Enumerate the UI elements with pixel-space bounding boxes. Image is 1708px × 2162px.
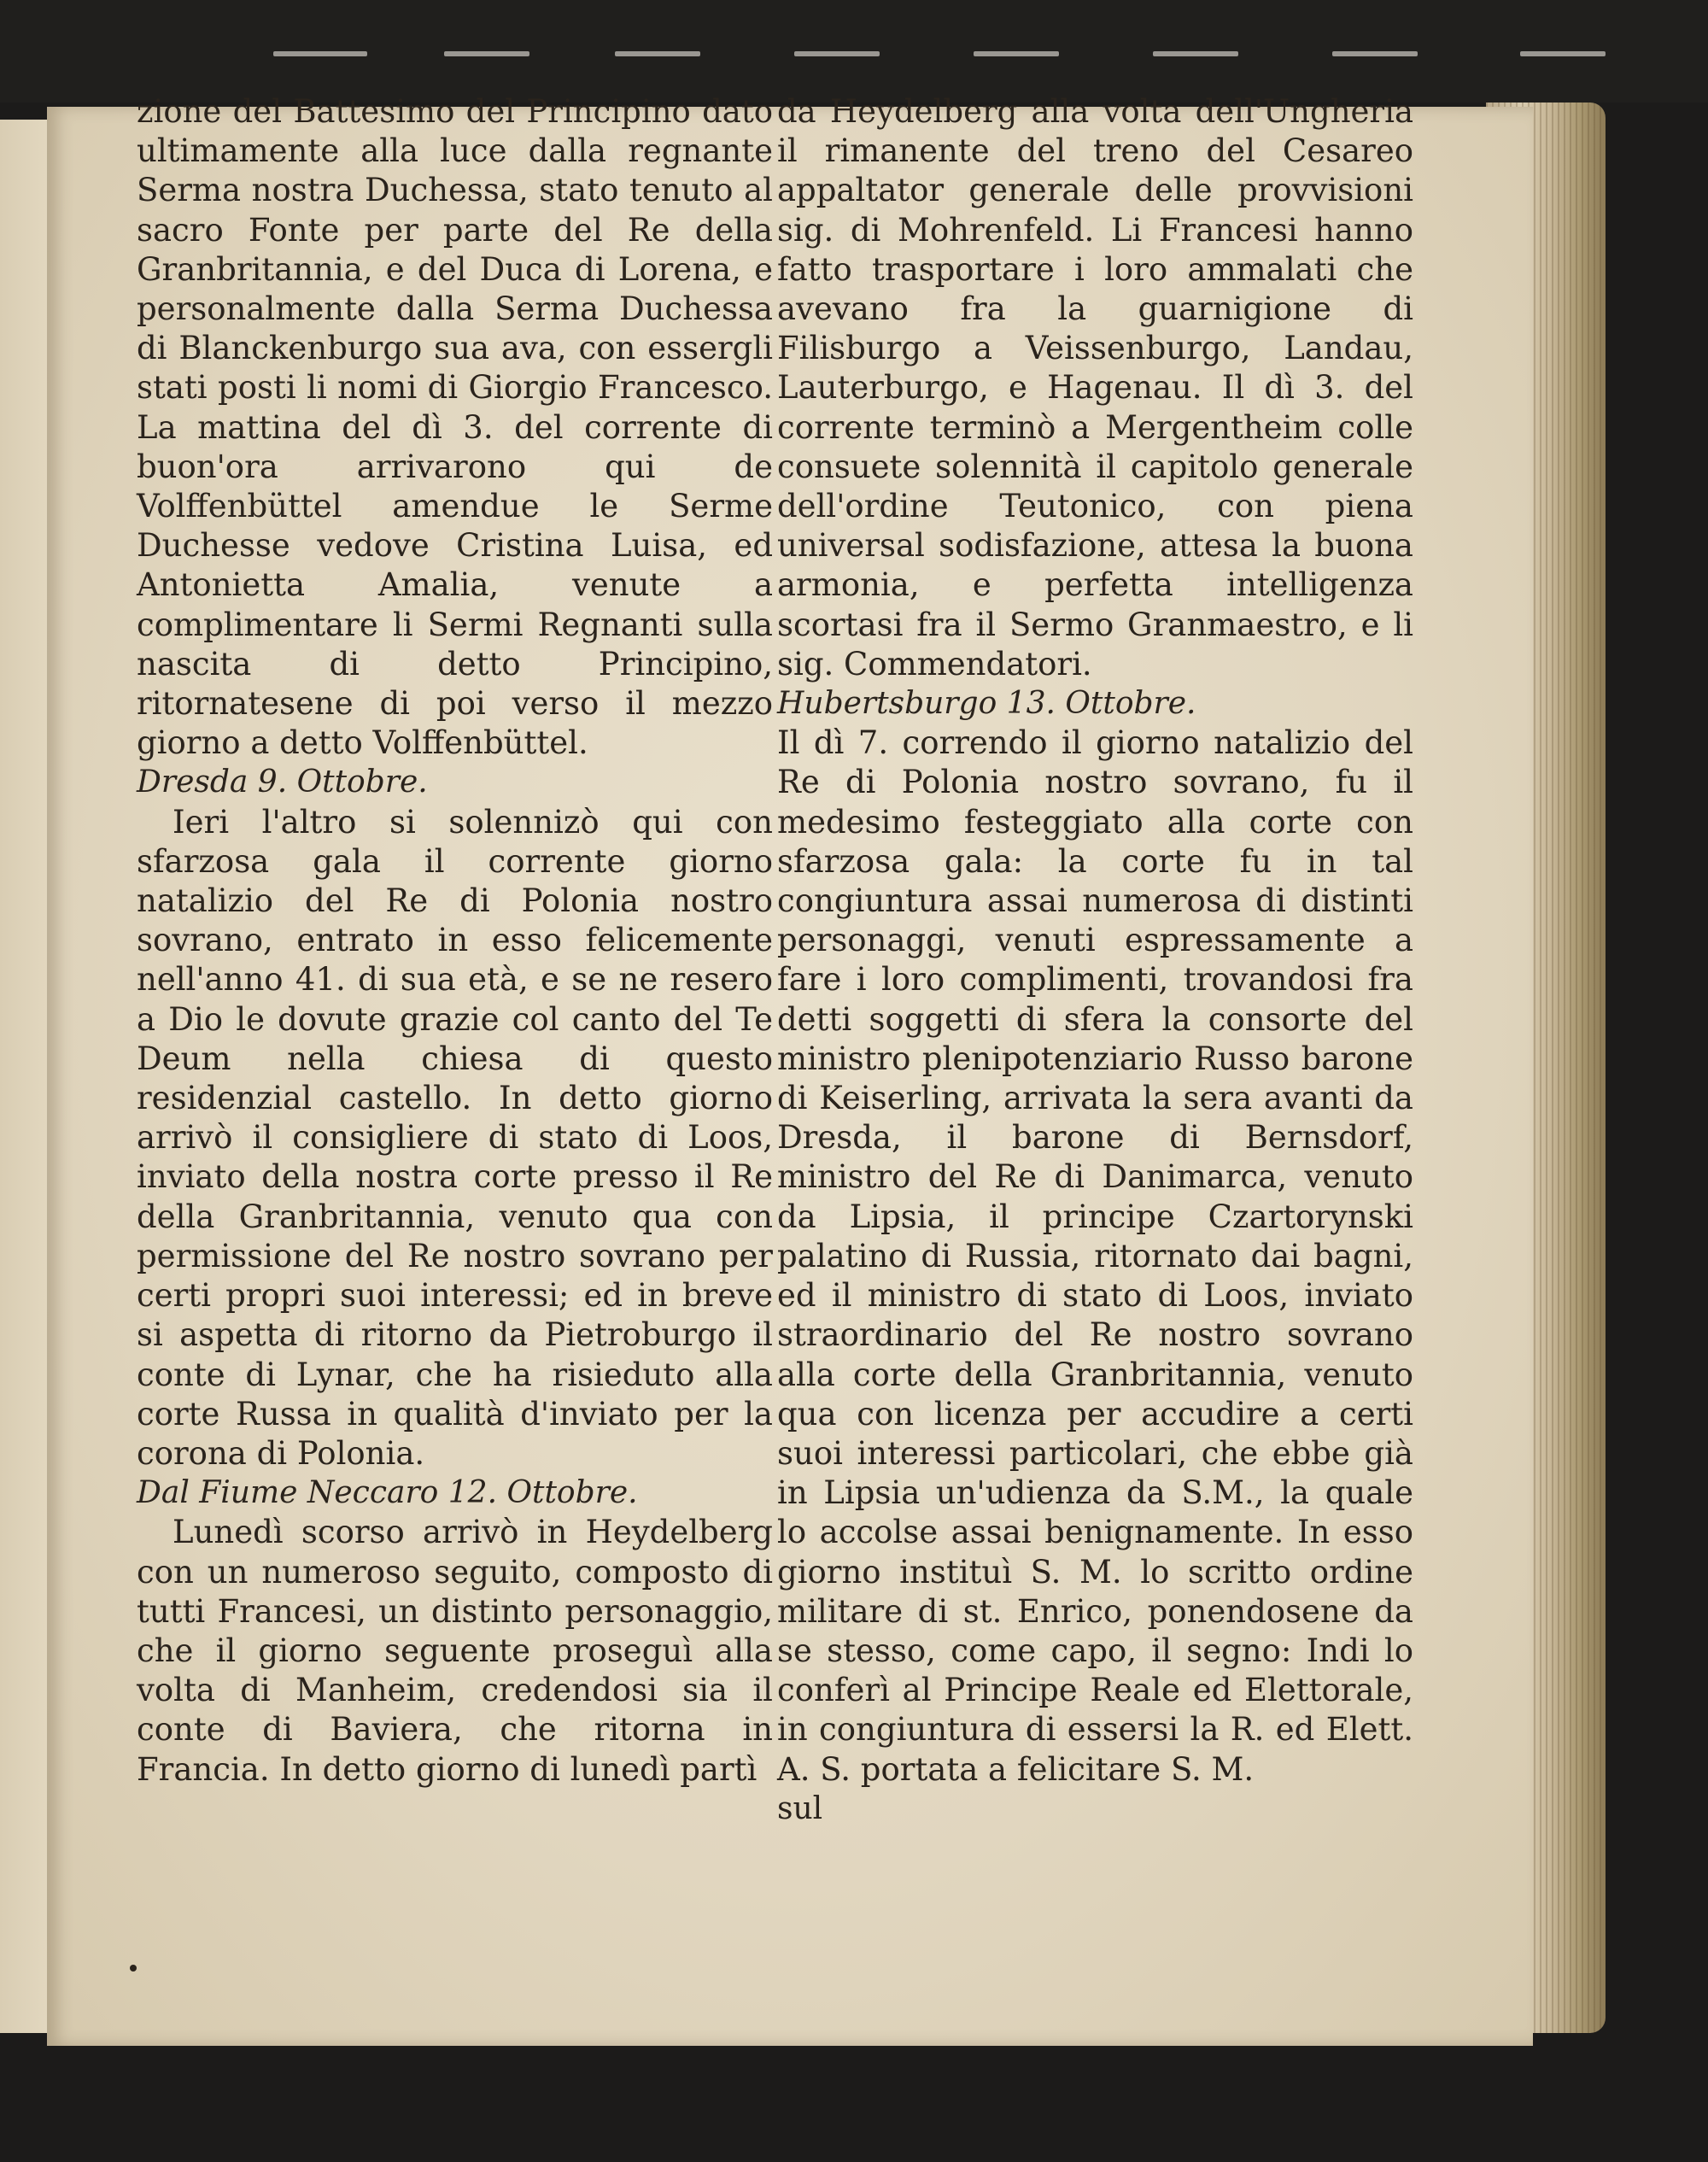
right-text-column	[777, 92, 1413, 1829]
left-text-column	[137, 92, 773, 1790]
catchword: sul	[777, 1790, 823, 1826]
scan-dash	[615, 51, 700, 56]
paragraph: Ieri l'altro si solennizò qui con sfarzosa gala il corrente giorno natalizio del Re di Polonia nostro sovrano, entrato in esso felicemente nell'anno 41. di sua età, e se ne resero a Dio le dovute grazie col canto del Te Deum nella chiesa di questo residenzial castello. In detto giorno arrivò il consigliere di stato di Loos, inviato della nostra corte presso il Re della Granbritannia, venuto qua con permissione del Re nostro sovrano per certi propri suoi interessi; ed in breve si aspetta di ritorno da Pietroburgo il conte di Lynar, che ha risieduto alla corte Russa in qualità d'inviato per la corona di Polonia.	[137, 803, 773, 1472]
paragraph: Il dì 7. correndo il giorno natalizio del Re di Polonia nostro sovrano, fu il medesimo festeggiato alla corte con sfarzosa gala: la corte fu in tal congiuntura assai numerosa di distinti personaggi, venuti espressamente a fare i loro complimenti, trovandosi fra detti soggetti di sfera la consorte del ministro plenipotenziario Russo barone di Keiserling, arrivata la sera avanti da Dresda, il barone di Bernsdorf, ministro del Re di Danimarca, venuto da Lipsia, il principe Czartorynski palatino di Russia, ritornato dai bagni, ed il ministro di stato di Loos, inviato straordinario del Re nostro sovrano alla corte della Granbritannia, venuto qua con licenza per accudire a certi suoi interessi particolari, che ebbe già in Lipsia un'udienza da S.M., la quale lo accolse assai benignamente. In esso giorno instituì S. M. lo scritto ordine militare di st. Enrico, ponendosene da se stesso, come capo, il segno: Indi lo conferì al Principe Reale ed Elettorale, in congiuntura di essersi la R. ed Elett. A. S. portata a felicitare S. M.	[777, 724, 1413, 1788]
paragraph: da Heydelberg alla volta dell'Ungheria il rimanente del treno del Cesareo appaltator generale delle provvisioni sig. di Mohrenfeld. Li Francesi hanno fatto trasportare i loro ammalati che avevano fra la guarnigione di Filisburgo a Veissenburgo, Landau, Lauterburgo, e Hagenau. Il dì 3. del corrente terminò a Mergentheim colle consuete solennità il capitolo generale dell'ordine Teutonico, con piena universal sodisfazione, attesa la buona armonia, e perfetta intelligenza scortasi fra il Sermo Granmaestro, e li sig. Commendatori.	[777, 93, 1413, 683]
scan-dash	[1520, 51, 1606, 56]
scan-dash	[794, 51, 880, 56]
ink-mark	[130, 1965, 137, 1972]
scan-dash	[974, 51, 1059, 56]
paragraph: zione del Battesimo del Principino dato ultimamente alla luce dalla regnante Serma nostra Duchessa, stato tenuto al sacro Fonte per parte del Re della Granbritannia, e del Duca di Lorena, e personalmente dalla Serma Duchessa di Blanckenburgo sua ava, con essergli stati posti li nomi di Giorgio Francesco. La mattina del dì 3. del corrente di buon'ora arrivarono qui de Volffenbüttel amendue le Serme Duchesse vedove Cristina Luisa, ed Antonietta Amalia, venute a complimentare li Sermi Regnanti sulla nascita di detto Principino, ritornatesene di poi verso il mezzo giorno a detto Volffenbüttel.	[137, 93, 773, 762]
left-page-edge	[0, 120, 51, 2033]
scan-dash	[1332, 51, 1418, 56]
dateline: Dal Fiume Neccaro 12. Ottobre.	[137, 1475, 638, 1511]
scan-dash	[1153, 51, 1238, 56]
dateline: Dresda 9. Ottobre.	[137, 765, 428, 800]
scan-dash	[444, 51, 529, 56]
paragraph: Lunedì scorso arrivò in Heydelberg con un numeroso seguito, composto di tutti Francesi, un distinto personaggio, che il giorno seguente proseguì alla volta di Manheim, credendosi sia il conte di Baviera, che ritorna in Francia. In detto giorno di lunedì partì	[137, 1514, 773, 1788]
scanner-background	[0, 0, 1708, 103]
scan-dash	[273, 51, 367, 56]
dateline: Hubertsburgo 13. Ottobre.	[777, 686, 1196, 722]
